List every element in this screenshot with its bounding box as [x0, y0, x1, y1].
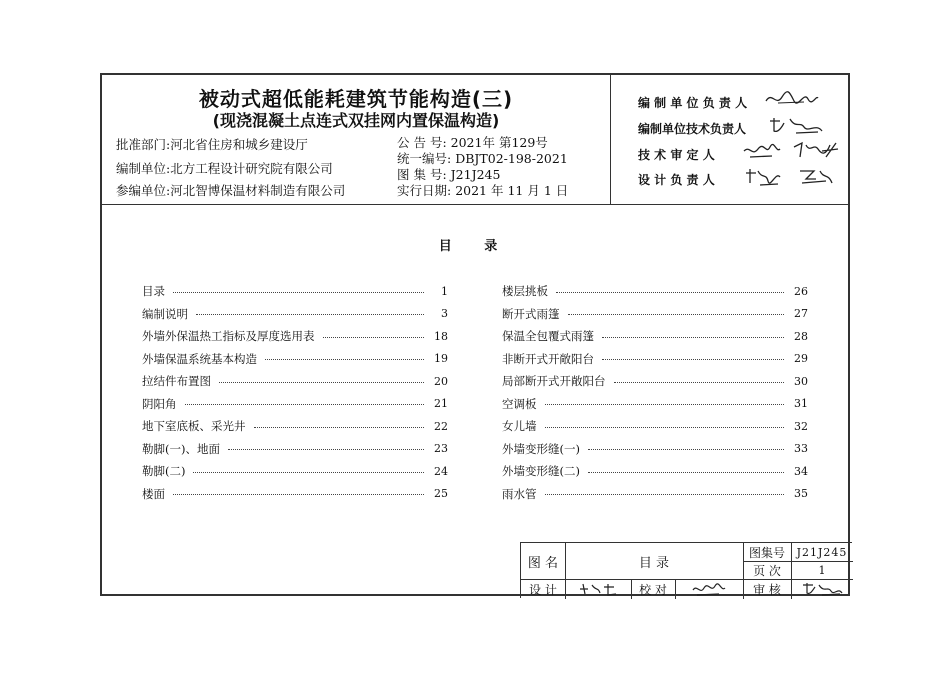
toc-entry[interactable] [142, 325, 448, 348]
resp-tech-reviewer: 技 术 审 定 人 [638, 148, 715, 162]
toc-entry-page: 34 [794, 464, 808, 478]
toc-entry[interactable] [142, 303, 448, 326]
toc-entry-label: 勒脚(二) [142, 464, 186, 479]
participating-unit: 参编单位:河北智博保温材料制造有限公司 [116, 183, 346, 198]
toc-entry-page: 30 [794, 374, 808, 388]
toc-entry-label: 拉结件布置图 [142, 374, 211, 389]
approval-dept: 批准部门:河北省住房和城乡建设厅 [116, 137, 308, 152]
signature-design-lead-2 [796, 167, 836, 185]
toc-leader-dots [219, 382, 424, 383]
toc-entry[interactable] [502, 325, 808, 348]
toc-entry-label: 断开式雨篷 [502, 306, 560, 321]
tb-page-number: 1 [818, 563, 826, 577]
toc-entry[interactable] [142, 348, 448, 371]
signature-tech-head [766, 115, 826, 133]
tb-drawing-name: 目 录 [638, 555, 670, 571]
resp-tech-head: 编制单位技术负责人 [638, 122, 747, 136]
atlas-title: 被动式超低能耗建筑节能构造(三) [198, 87, 514, 111]
toc-entry-page: 23 [434, 442, 448, 456]
resp-design-lead: 设 计 负 责 人 [638, 173, 715, 187]
toc-entry-page: 20 [434, 374, 448, 388]
toc-entry[interactable] [502, 415, 808, 438]
signature-tech-reviewer-1 [742, 141, 782, 159]
atlas-subtitle: (现浇混凝土点连式双挂网内置保温构造) [212, 111, 500, 130]
toc-leader-dots [602, 337, 784, 338]
header-separator [102, 204, 848, 205]
toc-entry-page: 18 [434, 329, 448, 343]
toc-entry-page: 25 [434, 487, 448, 501]
toc-entry-page: 33 [794, 442, 808, 456]
toc-entry[interactable] [142, 483, 448, 506]
toc-entry-label: 保温全包覆式雨篷 [502, 329, 594, 344]
signature-design-lead-1 [744, 167, 782, 185]
toc-entry-label: 地下室底板、采光井 [142, 419, 246, 434]
toc-entry-page: 29 [794, 352, 808, 366]
toc-entry-label: 楼面 [142, 486, 165, 501]
toc-leader-dots [545, 427, 785, 428]
toc-leader-dots [228, 449, 424, 450]
toc-entry[interactable] [142, 280, 448, 303]
tb-design-label: 设 计 [529, 582, 557, 597]
toc-title: 目 录 [438, 239, 512, 254]
compiling-unit: 编制单位:北方工程设计研究院有限公司 [116, 161, 333, 176]
toc-entry-label: 女儿墙 [502, 419, 537, 434]
toc-leader-dots [545, 494, 785, 495]
toc-entry-page: 21 [434, 397, 448, 411]
toc-entry[interactable] [502, 460, 808, 483]
toc-entry-label: 编制说明 [142, 306, 188, 321]
toc-entry-page: 28 [794, 329, 808, 343]
toc-leader-dots [588, 449, 784, 450]
toc-entry-label: 非断开式开敞阳台 [502, 351, 594, 366]
drawing-sheet [100, 73, 850, 596]
tb-review-signature [791, 579, 853, 599]
toc-entry[interactable] [502, 393, 808, 416]
resp-unit-head: 编 制 单 位 负 责 人 [638, 96, 748, 110]
toc-right-column [502, 280, 808, 505]
toc-entry-label: 目录 [142, 284, 165, 299]
toc-entry-page: 27 [794, 307, 808, 321]
toc-entry-page: 3 [441, 307, 448, 321]
toc-leader-dots [173, 292, 424, 293]
header-divider [610, 75, 611, 204]
toc-entry[interactable] [142, 393, 448, 416]
toc-entry[interactable] [142, 460, 448, 483]
toc-entry[interactable] [502, 370, 808, 393]
toc-leader-dots [323, 337, 425, 338]
toc-entry-label: 空调板 [502, 396, 537, 411]
tb-design-signature [565, 579, 631, 599]
atlas-number: 图 集 号: J21J245 [397, 167, 501, 182]
tb-check-label: 校 对 [639, 582, 667, 597]
effective-date: 实行日期: 2021 年 11 月 1 日 [397, 183, 569, 198]
toc-entry-page: 22 [434, 419, 448, 433]
toc-leader-dots [254, 427, 425, 428]
tb-page-label: 页 次 [753, 563, 781, 578]
toc-leader-dots [196, 314, 424, 315]
toc-leader-dots [185, 404, 425, 405]
toc-entry[interactable] [502, 303, 808, 326]
notice-number: 公 告 号: 2021年 第129号 [397, 135, 548, 150]
signature-unit-head [764, 89, 820, 107]
title-block [520, 542, 852, 598]
toc-entry-label: 外墙保温系统基本构造 [142, 351, 257, 366]
toc-entry[interactable] [502, 348, 808, 371]
toc-entry-page: 35 [794, 487, 808, 501]
toc-entry-page: 24 [434, 464, 448, 478]
toc-entry[interactable] [142, 370, 448, 393]
tb-check-signature [675, 579, 743, 599]
toc-entry-label: 外墙变形缝(二) [502, 464, 580, 479]
toc-entry[interactable] [502, 438, 808, 461]
toc-entry-page: 32 [794, 419, 808, 433]
toc-entry[interactable] [142, 438, 448, 461]
toc-entry-label: 雨水管 [502, 486, 537, 501]
tb-review-label: 审 核 [753, 582, 781, 597]
toc-leader-dots [265, 359, 424, 360]
toc-leader-dots [556, 292, 784, 293]
unified-number: 统一编号: DBJT02-198-2021 [397, 151, 568, 166]
toc-leader-dots [588, 472, 784, 473]
toc-leader-dots [173, 494, 424, 495]
toc-entry-page: 26 [794, 284, 808, 298]
toc-entry-label: 局部断开式开敞阳台 [502, 374, 606, 389]
toc-leader-dots [602, 359, 784, 360]
toc-left-column [142, 280, 448, 505]
toc-entry-label: 楼层挑板 [502, 284, 548, 299]
toc-entry-label: 勒脚(一)、地面 [142, 441, 220, 456]
toc-entry-label: 外墙外保温热工指标及厚度选用表 [142, 329, 315, 344]
toc-entry[interactable] [502, 483, 808, 506]
tb-drawing-name-label: 图 名 [527, 555, 559, 571]
toc-entry-page: 19 [434, 352, 448, 366]
toc-leader-dots [568, 314, 785, 315]
toc-entry-page: 1 [441, 284, 448, 298]
tb-atlas-no-label: 图集号 [748, 545, 785, 560]
toc-entry-label: 阴阳角 [142, 396, 177, 411]
tb-atlas-no: J21J245 [796, 545, 848, 559]
toc-entry-label: 外墙变形缝(一) [502, 441, 580, 456]
signature-tech-reviewer-2 [792, 139, 840, 157]
toc-leader-dots [193, 472, 424, 473]
toc-leader-dots [614, 382, 785, 383]
toc-entry[interactable] [142, 415, 448, 438]
toc-entry[interactable] [502, 280, 808, 303]
toc-leader-dots [545, 404, 785, 405]
toc-entry-page: 31 [794, 397, 808, 411]
